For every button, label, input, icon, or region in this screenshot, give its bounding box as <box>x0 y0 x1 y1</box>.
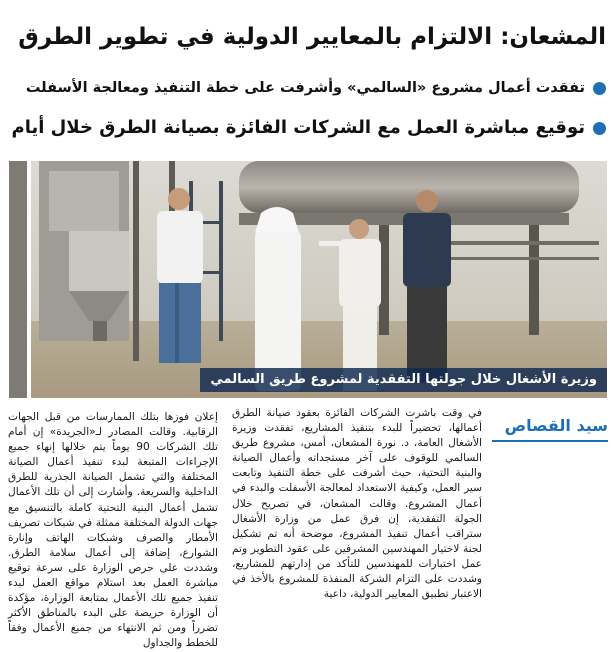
byline-rule <box>492 440 608 442</box>
photo-caption: وزيرة الأشغال خلال جولتها التفقدية لمشروع طريق السالمي <box>200 368 607 392</box>
subheadline-1-text: تفقدت أعمال مشروع «السالمي» وأشرفت على خطة التنفيذ ومعالجة الأسفلت <box>25 80 585 96</box>
photo-illustration <box>9 161 607 398</box>
person-1 <box>157 188 203 363</box>
subheadline-1 <box>10 70 606 106</box>
subheadline-2 <box>10 110 606 146</box>
person-4 <box>403 190 451 383</box>
body-column-right-text: في وقت باشرت الشركات الفائزة بعقود صيانة الطرق أعمالها، تحضيراً للبدء بتنفيذ المشاريع، تفقدت وزيرة الأشغال العامة، د. نورة المشعان، أمس، مشروع طريق السالمي للوقوف على آخر مستجداته وأعمال الصيانة والبنية التحتية، حيث أشرفت على خطة التنفيذ وتابعت سير العمل، وكيفية الاستعداد لمعالجة الأسفلت والبدء في أعمال المشروع. وقالت المشعان، في تصريح خلال الجولة التفقدية، إن فرق عمل من وزارة الأشغال ستراقب أعمال تنفيذ المشروع، موضحة أنه تم تشكيل لجنة لاختيار المهندسين المشرفين على عقود التطوير وتم عمل اختبارات للمهندسين للتأكد من إدارتهم للمشاريع، وشددت على التزام الشركة المنفذة للمشروع بالأخذ في الاعتبار تطبيق المعايير الدولية، داعية <box>232 407 482 601</box>
body-column-left-text: إعلان فوزها بتلك الممارسات من قبل الجهات الرقابية. وقالت المصادر لـ«الجريدة» إن أمام تلك الشركات 90 يوماً يتم خلالها إنهاء جميع الإجراءات المتبعة لبدء تنفيذ أعمال الصيانة المختلفة والتي تشمل الصيانة الجذرية للطرق الداخلية والسريعة. وأشارت إلى أن تلك الأعمال تشمل أعمال البنية التحتية كاملة بالتنسيق مع جهات الدولة المختلفة ممثلة في شبكات تصريف الأمطار والصرف وشبكات الهاتف وإنارة الشوارع، إضافة إلى أعمال سلامة الطرق. وشددت على حرص الوزارة على سرعة توقيع مباشرة العمل بعد استلام مواقع العمل لبدء تنفيذ جميع تلك الأعمال بمتابعة الوزارة، مؤكدة أن الوزارة حريصة على البدء بالمناطق الأكثر تضرراً ومن ثم الانتهاء من جميع الأعمال وفقاً للخطط والجداول <box>8 411 218 650</box>
person-2 <box>255 207 301 391</box>
body-column-right <box>232 406 482 602</box>
bullet-dot-icon <box>593 122 606 135</box>
bullet-dot-icon <box>593 82 606 95</box>
body-column-left <box>8 410 218 650</box>
headline: المشعان: الالتزام بالمعايير الدولية في تطوير الطرق <box>18 24 606 50</box>
byline-name: سيد القصاص <box>504 416 608 435</box>
subheadline-2-text: توقيع مباشرة العمل مع الشركات الفائزة بصيانة الطرق خلال أيام <box>11 117 585 138</box>
article-photo <box>9 161 607 398</box>
byline <box>492 414 608 442</box>
